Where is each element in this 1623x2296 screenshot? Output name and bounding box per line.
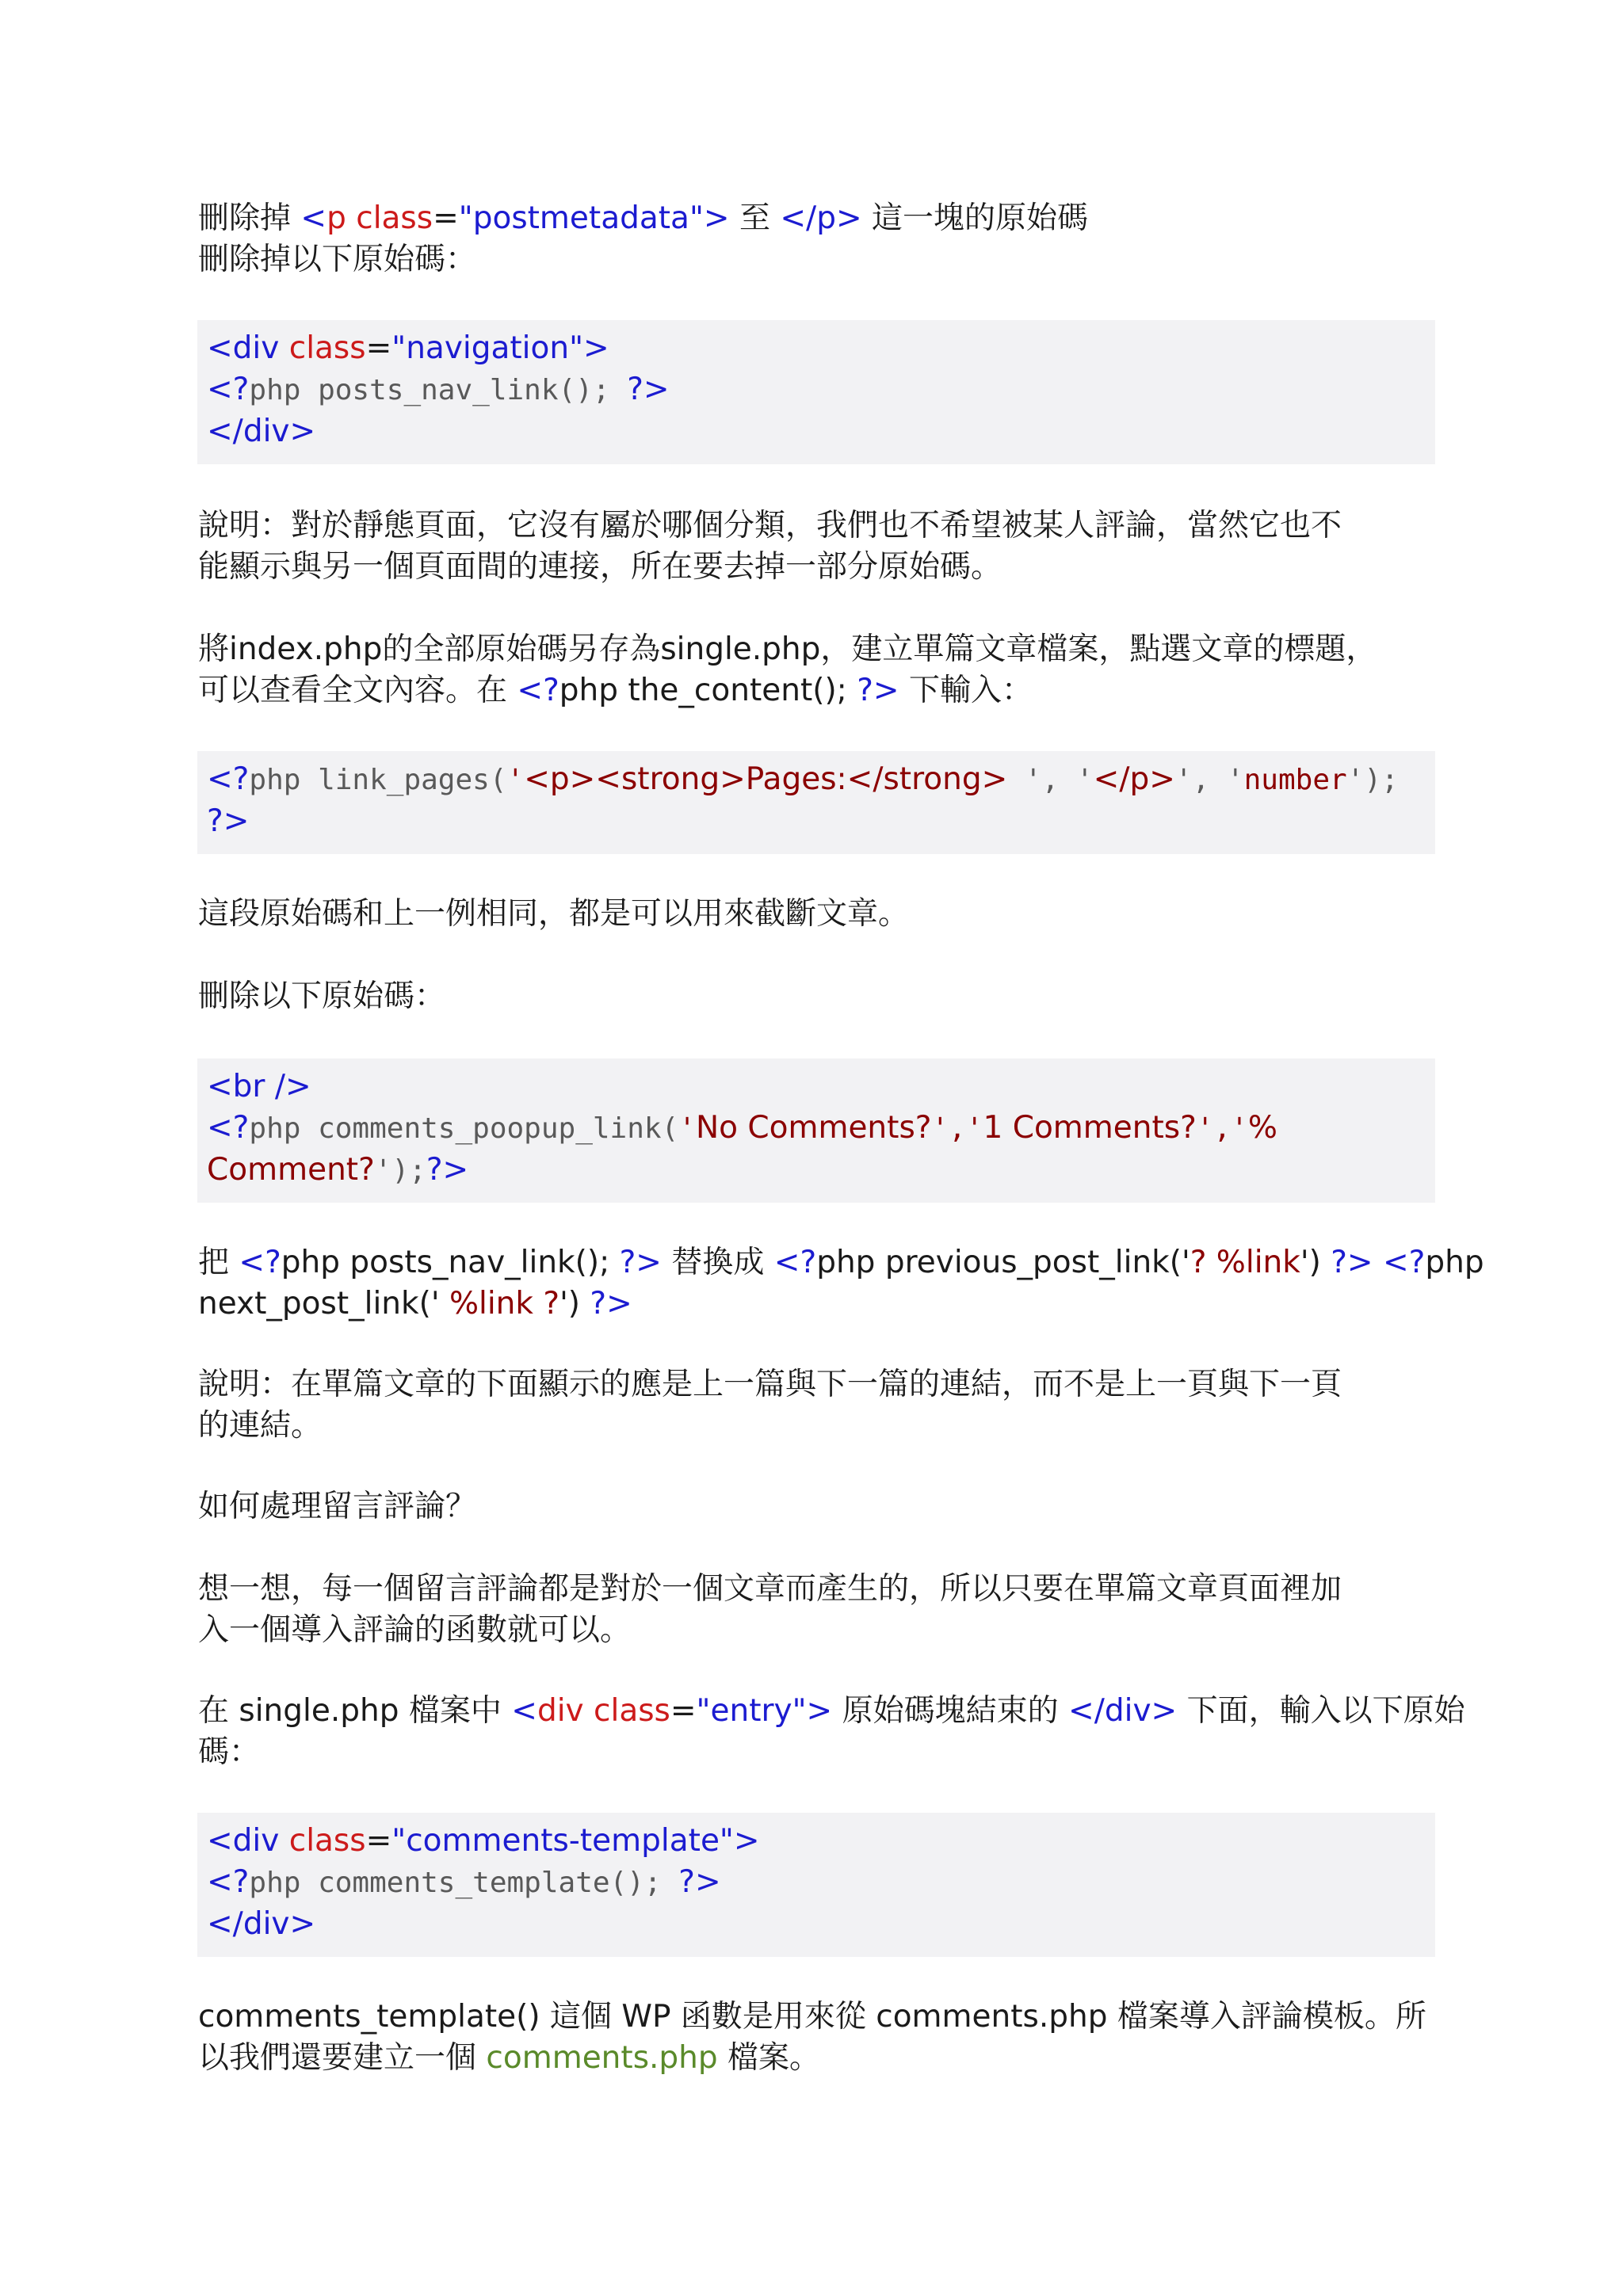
code-php: ') [1300, 1245, 1331, 1280]
code-tag: p [327, 200, 346, 236]
code-php: php [1425, 1245, 1484, 1280]
code-block-comments-template [197, 1813, 1435, 1957]
code-attribute: class [583, 1693, 670, 1729]
code-php: php posts_nav_link(); [281, 1245, 620, 1280]
text-run: 至 [729, 200, 781, 236]
code-string: Comment? [207, 1152, 375, 1188]
paragraph-line: 想一想，每一個留言評論都是對於一個文章而產生的，所以只要在單篇文章頁面裡加 [198, 1571, 1342, 1607]
code-php: '); [1346, 764, 1399, 796]
code-block-link-pages [197, 751, 1435, 854]
paragraph-line: 將index.php的全部原始碼另存為single.php，建立單篇文章檔案，點選文章的標題， [198, 631, 1377, 667]
code-string: ',' [931, 1112, 983, 1145]
code-php: ', ' [1174, 764, 1244, 796]
code-tag: <div [207, 1823, 280, 1859]
code-line [207, 1066, 1426, 1108]
code-php: php previous_post_link(' [816, 1245, 1190, 1280]
paragraph-line [198, 1242, 1484, 1283]
code-php: php comments_template(); [249, 1867, 679, 1899]
code-value: "postmetadata" [458, 200, 704, 236]
code-tag: < [511, 1693, 537, 1729]
paragraph-prev-next-note [198, 1364, 1434, 1447]
text-run: 在 single.php 檔案中 [198, 1693, 512, 1729]
code-attribute: class [346, 200, 433, 236]
code-tag: <? [517, 673, 559, 708]
code-string: 1 Comments? [983, 1110, 1197, 1146]
code-operator: = [365, 330, 392, 366]
code-tag: div [537, 1693, 584, 1729]
code-tag: ?> [857, 673, 899, 708]
code-string: number [1243, 764, 1347, 796]
code-php: php the_content(); [559, 673, 857, 708]
code-tag: < [300, 200, 327, 236]
code-tag: <? [207, 372, 250, 407]
text-run: 下輸入： [899, 673, 1033, 708]
code-string: ',' [1196, 1112, 1248, 1145]
code-line: </div> [207, 1906, 316, 1942]
code-string: %link ? [439, 1286, 560, 1322]
code-tag: <? [239, 1245, 281, 1280]
comments-php-link[interactable]: comments.php [486, 2040, 718, 2076]
paragraph-delete-following [198, 976, 1434, 1017]
paragraph-line: 說明：對於靜態頁面，它沒有屬於哪個分類，我們也不希望被某人評論，當然它也不 [198, 508, 1342, 543]
code-block-comments-popup [197, 1058, 1435, 1203]
code-string: ' [506, 764, 525, 796]
paragraph-line [198, 1283, 1434, 1325]
paragraph-line [198, 198, 1434, 239]
code-php: next_post_link(' [198, 1286, 440, 1322]
code-tag: ?> [590, 1286, 632, 1322]
code-line [207, 369, 1426, 411]
code-line [207, 1862, 1426, 1904]
paragraph-line: 刪除掉以下原始碼： [198, 242, 477, 277]
paragraph-line [198, 670, 1434, 711]
code-value: "entry"> [696, 1693, 833, 1729]
code-line [207, 1821, 1426, 1862]
code-tag: </div> [1068, 1693, 1178, 1729]
paragraph-line [198, 1691, 1465, 1732]
code-string: </p> [1093, 761, 1175, 797]
code-tag: <? [207, 1110, 250, 1146]
code-tag: <br [207, 1069, 265, 1104]
code-attribute: class [279, 1823, 366, 1859]
text-run: 檔案。 [717, 2040, 821, 2076]
text-run: 原始碼塊結束的 [832, 1693, 1069, 1729]
paragraph-same-as-above [198, 894, 1434, 935]
code-tag: ?> [1331, 1245, 1373, 1280]
paragraph-insert-after-entry [198, 1691, 1465, 1773]
text-run: 這一塊的原始碼 [861, 200, 1089, 236]
paragraph-line: 能顯示與另一個頁面間的連接，所在要去掉一部分原始碼。 [198, 549, 1002, 585]
code-line [207, 328, 1426, 369]
code-tag: <div [207, 330, 280, 366]
code-line [207, 1150, 1426, 1192]
code-tag: <? [1382, 1245, 1426, 1280]
code-operator: = [433, 200, 459, 236]
code-attribute: class [279, 330, 366, 366]
code-operator: = [670, 1693, 697, 1729]
code-tag: <? [207, 1864, 250, 1900]
paragraph-line: 的連結。 [198, 1408, 323, 1444]
paragraph-comments-explain [198, 1569, 1434, 1651]
code-string: <p><strong>Pages:</strong> [524, 761, 1008, 797]
paragraph-how-to-comments [198, 1486, 1434, 1527]
paragraph-line: 入一個導入評論的函數就可以。 [198, 1612, 632, 1648]
code-php: ', ' [1007, 764, 1094, 796]
code-tag: </p> [780, 200, 862, 236]
code-php: php comments_poopup_link( [249, 1112, 679, 1145]
paragraph-line: comments_template() 這個 WP 函數是用來從 comments.php 檔案導入評論模板。所 [198, 1999, 1426, 2035]
code-string: ? %link [1190, 1245, 1300, 1280]
text-run: 刪除掉 [198, 200, 301, 236]
code-string: ' [678, 1112, 696, 1145]
text-run: 以我們還要建立一個 [198, 2040, 487, 2076]
code-tag: <? [207, 761, 250, 797]
paragraph-single-php [198, 629, 1434, 711]
code-tag: ?> [426, 1152, 469, 1188]
paragraph-line: 如何處理留言評論？ [198, 1489, 477, 1524]
paragraph-delete-postmetadata [198, 198, 1434, 280]
code-tag: ?> [627, 372, 670, 407]
text-run [1373, 1245, 1383, 1280]
code-value: "comments-template"> [391, 1823, 760, 1859]
code-php: '); [374, 1154, 426, 1187]
text-run: 可以查看全文內容。在 [198, 673, 517, 708]
code-php: php posts_nav_link(); [249, 374, 628, 406]
code-operator: = [365, 1823, 392, 1859]
code-line: ?> [207, 803, 250, 839]
text-run: 替換成 [662, 1245, 774, 1280]
code-tag: /> [265, 1069, 311, 1104]
code-block-navigation [197, 320, 1435, 464]
code-php: ') [559, 1286, 590, 1322]
code-tag: > [703, 200, 730, 236]
text-run: 把 [198, 1245, 239, 1280]
code-php: php link_pages( [249, 764, 507, 796]
paragraph-static-page-note [198, 505, 1434, 588]
paragraph-comments-php [198, 1997, 1434, 2079]
paragraph-line: 刪除以下原始碼： [198, 978, 446, 1014]
code-value: "navigation"> [391, 330, 609, 366]
code-tag: ?> [678, 1864, 721, 1900]
code-line [207, 759, 1426, 801]
paragraph-line: 碼： [198, 1734, 261, 1770]
paragraph-line: 這段原始碼和上一例相同，都是可以用來截斷文章。 [198, 896, 910, 932]
code-line [207, 1108, 1426, 1150]
paragraph-replace-nav-link [198, 1242, 1484, 1325]
paragraph-line [198, 2038, 1434, 2079]
text-run: 下面，輸入以下原始 [1177, 1693, 1465, 1729]
code-tag: <? [773, 1245, 817, 1280]
paragraph-line: 說明：在單篇文章的下面顯示的應是上一篇與下一篇的連結，而不是上一頁與下一頁 [198, 1367, 1342, 1402]
code-string: % [1247, 1110, 1277, 1146]
code-string: No Comments? [695, 1110, 932, 1146]
code-line: </div> [207, 414, 316, 449]
code-tag: ?> [619, 1245, 662, 1280]
